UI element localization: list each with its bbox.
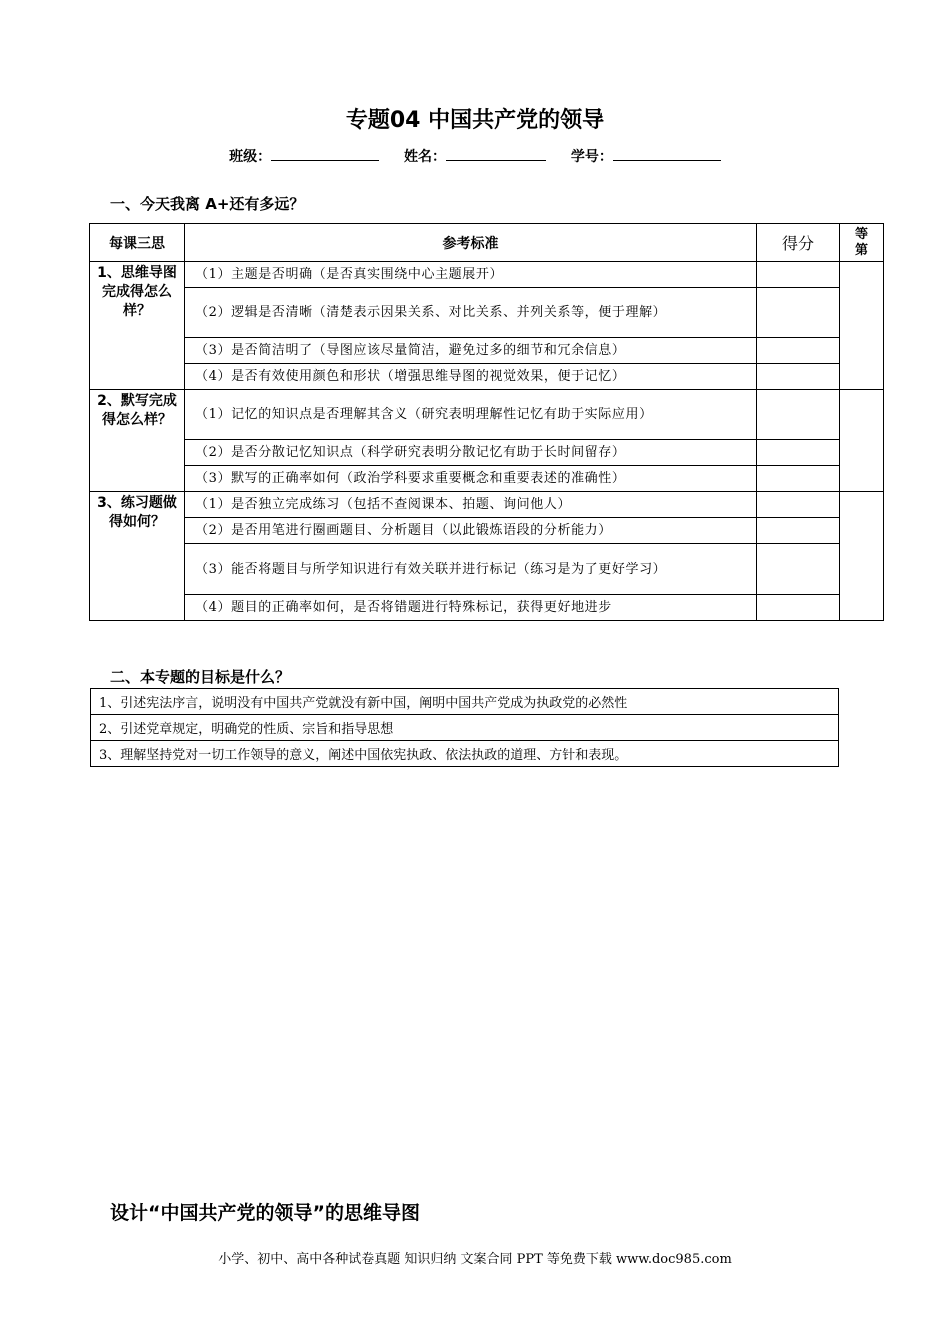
table-row (90, 440, 884, 466)
score-cell[interactable] (757, 466, 840, 492)
criterion-cell: （1）是否独立完成练习（包括不查阅课本、拍题、询问他人） (185, 492, 757, 518)
goals-table (90, 688, 839, 767)
mindmap-heading: 设计“中国共产党的领导”的思维导图 (110, 1202, 420, 1224)
class-field[interactable] (229, 149, 384, 165)
table-row (90, 288, 884, 338)
grade-cell[interactable] (840, 262, 884, 390)
table-row (90, 262, 884, 288)
table-row (90, 518, 884, 544)
criterion-cell: （3）是否简洁明了（导图应该尽量简洁，避免过多的细节和冗余信息） (185, 338, 757, 364)
score-cell[interactable] (757, 364, 840, 390)
table-row (91, 715, 839, 741)
criterion-cell: （3）能否将题目与所学知识进行有效关联并进行标记（练习是为了更好学习） (185, 544, 757, 595)
score-cell[interactable] (757, 492, 840, 518)
goal-cell: 1、引述宪法序言，说明没有中国共产党就没有新中国，阐明中国共产党成为执政党的必然性 (91, 689, 839, 715)
col-header-reflection: 每课三思 (90, 224, 185, 262)
criterion-cell: （1）记忆的知识点是否理解其含义（研究表明理解性记忆有助于实际应用） (185, 390, 757, 440)
name-field[interactable] (404, 149, 551, 165)
criterion-cell: （2）逻辑是否清晰（清楚表示因果关系、对比关系、并列关系等，便于理解） (185, 288, 757, 338)
goal-cell: 3、理解坚持党对一切工作领导的意义，阐述中国依宪执政、依法执政的道理、方针和表现。 (91, 741, 839, 767)
class-blank[interactable] (271, 146, 379, 161)
table-row (90, 466, 884, 492)
student-info-line (0, 146, 950, 166)
id-blank[interactable] (613, 146, 721, 161)
name-label: 姓名： (404, 149, 446, 165)
criterion-cell: （2）是否分散记忆知识点（科学研究表明分散记忆有助于长时间留存） (185, 440, 757, 466)
goal-cell: 2、引述党章规定，明确党的性质、宗旨和指导思想 (91, 715, 839, 741)
section2-heading: 二、本专题的目标是什么？ (110, 668, 291, 686)
score-cell[interactable] (757, 595, 840, 621)
col-header-grade: 等第 (840, 224, 884, 262)
table-row (90, 338, 884, 364)
criterion-cell: （4）题目的正确率如何，是否将错题进行特殊标记，获得更好地进步 (185, 595, 757, 621)
col-header-criteria: 参考标准 (185, 224, 757, 262)
category-cell: 1、思维导图完成得怎么样？ (90, 262, 185, 390)
score-cell[interactable] (757, 338, 840, 364)
score-cell[interactable] (757, 544, 840, 595)
id-field[interactable] (571, 149, 721, 165)
name-blank[interactable] (446, 146, 546, 161)
section1-heading: 一、今天我离 A+还有多远？ (110, 195, 305, 213)
criterion-cell: （2）是否用笔进行圈画题目、分析题目（以此锻炼语段的分析能力） (185, 518, 757, 544)
score-cell[interactable] (757, 440, 840, 466)
score-cell[interactable] (757, 262, 840, 288)
id-label: 学号： (570, 149, 613, 165)
table-row (90, 364, 884, 390)
table-row (90, 595, 884, 621)
col-header-score: 得分 (757, 224, 840, 262)
grade-cell[interactable] (840, 492, 884, 621)
table-row (91, 689, 839, 715)
footer-text: 小学、初中、高中各种试卷真题 知识归纳 文案合同 PPT 等免费下载 www.doc985.com (218, 1252, 732, 1267)
table-row (90, 492, 884, 518)
table-row (91, 741, 839, 767)
table-row (90, 390, 884, 440)
page-title: 专题04 中国共产党的领导 (345, 108, 605, 133)
criterion-cell: （4）是否有效使用颜色和形状（增强思维导图的视觉效果，便于记忆） (185, 364, 757, 390)
grade-cell[interactable] (840, 390, 884, 492)
criterion-cell: （1）主题是否明确（是否真实围绕中心主题展开） (185, 262, 757, 288)
criterion-cell: （3）默写的正确率如何（政治学科要求重要概念和重要表述的准确性） (185, 466, 757, 492)
category-cell: 2、默写完成得怎么样？ (90, 390, 185, 492)
category-cell: 3、练习题做得如何？ (90, 492, 185, 621)
self-assessment-table (89, 223, 884, 621)
score-cell[interactable] (757, 390, 840, 440)
table-row (90, 544, 884, 595)
header-row (90, 224, 884, 262)
score-cell[interactable] (757, 288, 840, 338)
score-cell[interactable] (757, 518, 840, 544)
class-label: 班级： (229, 149, 272, 165)
